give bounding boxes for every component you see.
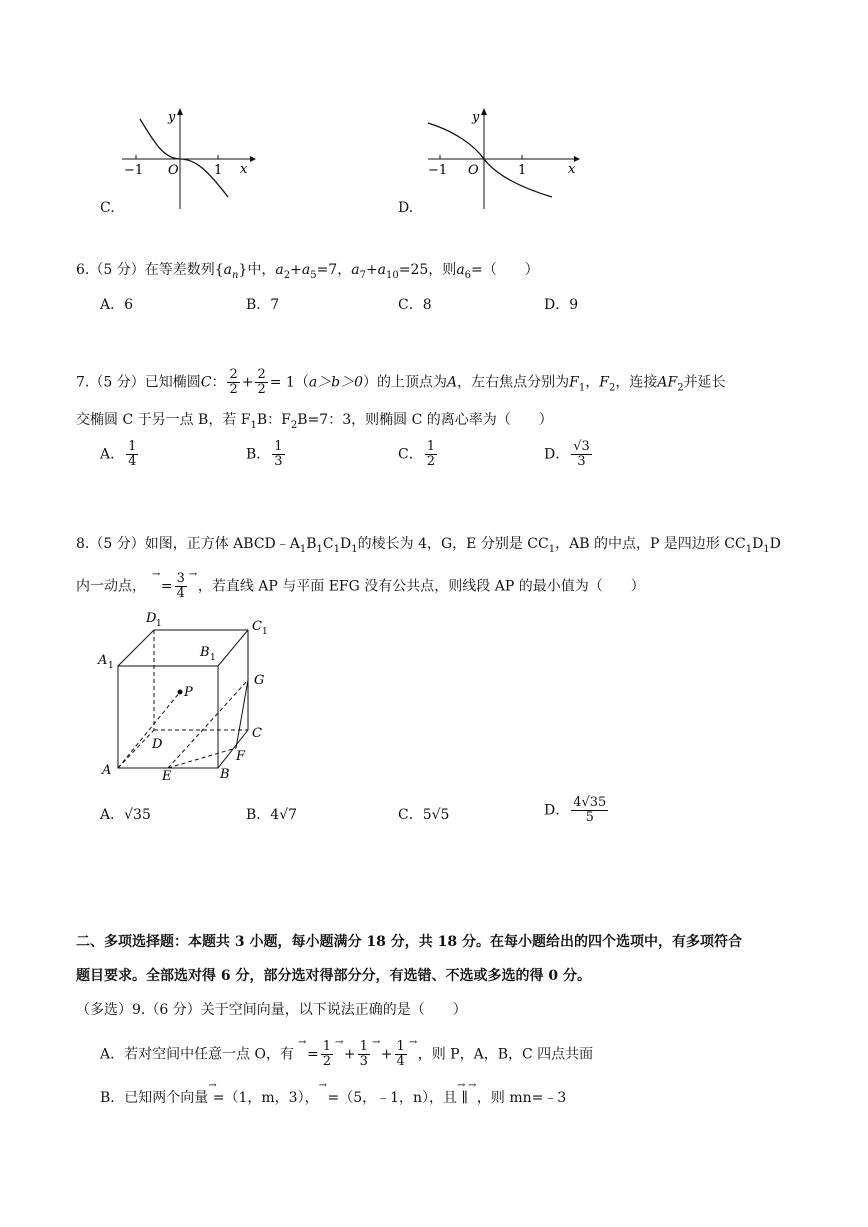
q7-stem-line2: 交椭圆 C 于另一点 B，若 $F_1B$：$F_2B=7$：3，则椭圆 C 的离心率为（ ）	[76, 412, 553, 431]
q8-stem-line1: 8.（5 分）如图，正方体 $ABCD﹣A_1B_1C_1D_1$的棱长为 4，G，E 分别是 $CC_1$，AB 的中点，P 是四边形 $CC_1D_1D$	[76, 536, 781, 555]
q9-stem: （多选）9.（6 分）关于空间向量，以下说法正确的是（ ）	[76, 1002, 467, 1018]
cube-label-g: G	[254, 673, 265, 688]
q9-option-a[interactable]: A．若对空间中任意一点 O，有 → = $\frac{1}{2}$ → + $\frac{1}{3}$ → + $\frac{1}{4}$ → ，则 P，A，B，C 四点共面	[100, 1036, 594, 1069]
q5-option-d	[398, 105, 576, 220]
q7-option-b[interactable]: B． $\frac{1}{3}$	[246, 439, 283, 469]
q6-option-c[interactable]: C．8	[398, 297, 432, 313]
cube-label-a1: A	[98, 653, 108, 668]
svg-text:1: 1	[156, 619, 162, 629]
cube-label-b1: B	[200, 645, 210, 660]
q7-option-d[interactable]: D． $\frac{√3}{3}$	[544, 439, 590, 469]
q8-cube-figure	[96, 602, 276, 782]
svg-text:1: 1	[210, 653, 216, 663]
section2-heading-line2: 题目要求。全部选对得 6 分，部分选对得部分分，有选错、不选或多选的得 0 分。	[76, 968, 591, 984]
svg-text:1: 1	[262, 627, 268, 637]
q6-stem: 6.（5 分）在等差数列$\{a_n\}$中，$a_2+a_5=7$，$a_7+a_{10}=25$，则$a_6=$（ ）	[76, 262, 539, 281]
cube-label-d1: D	[146, 611, 157, 626]
q5-c-y: y	[168, 110, 176, 125]
q7-option-c[interactable]: C． $\frac{1}{2}$	[398, 439, 435, 469]
q5-d-neg1: −1	[428, 163, 448, 178]
q9-option-b[interactable]: B．已知两个向量 → =（1，m，3）， → =（5，﹣1，n），且 → ∥ → ，则 mn=﹣3	[100, 1080, 567, 1106]
q5-c-label: C.	[100, 200, 115, 216]
q5-d-label: D.	[398, 200, 414, 216]
q5-c-x: x	[240, 162, 248, 177]
q5-c-neg1: −1	[124, 163, 144, 178]
q5-d-graph	[424, 105, 584, 220]
q8-stem-line2: 内一动点， → = $\frac{3}{4}$ → ，若直线 AP 与平面 EFG 没有公共点，则线段 AP 的最小值为（ ）	[76, 568, 645, 601]
q5-c-o: O	[168, 163, 179, 178]
q5-d-o: O	[468, 163, 479, 178]
cube-label-c: C	[252, 726, 262, 741]
q8-option-a[interactable]: A．√35	[100, 807, 151, 823]
cube-label-b: B	[220, 767, 230, 782]
cube-label-e: E	[162, 769, 172, 782]
svg-text:1: 1	[108, 661, 114, 671]
q5-c-one: 1	[214, 163, 223, 178]
section2-heading-line1: 二、多项选择题：本题共 3 小题，每小题满分 18 分，共 18 分。在每小题给出的四个选项中，有多项符合	[76, 934, 742, 950]
cube-label-c1: C	[252, 619, 262, 634]
cube-label-p: P	[184, 685, 193, 700]
q6-option-a[interactable]: A．6	[100, 297, 134, 313]
cube-label-d: D	[152, 737, 163, 752]
q5-c-graph	[118, 105, 258, 220]
q5-option-c	[100, 105, 260, 220]
q8-option-d[interactable]: D． $\frac{4√35}{5}$	[544, 795, 607, 825]
q6-option-b[interactable]: B．7	[246, 297, 280, 313]
q7-stem-line1: 7.（5 分）已知椭圆C： $\frac{2}{2}$ + $\frac{2}{2}$ = 1（a＞b＞0）的上顶点为A，左右焦点分别为$F_1$，$F_2$，连接$AF_2$并延长	[76, 367, 726, 397]
q6-option-d[interactable]: D．9	[544, 297, 579, 313]
q5-d-y: y	[472, 110, 480, 125]
q7-option-a[interactable]: A． $\frac{1}{4}$	[100, 439, 137, 469]
q8-option-c[interactable]: C．5√5	[398, 807, 450, 823]
q8-option-b[interactable]: B．4√7	[246, 807, 298, 823]
q5-d-x: x	[568, 162, 576, 177]
q5-d-one: 1	[518, 163, 527, 178]
cube-label-f: F	[236, 749, 246, 764]
cube-label-a: A	[102, 763, 112, 778]
